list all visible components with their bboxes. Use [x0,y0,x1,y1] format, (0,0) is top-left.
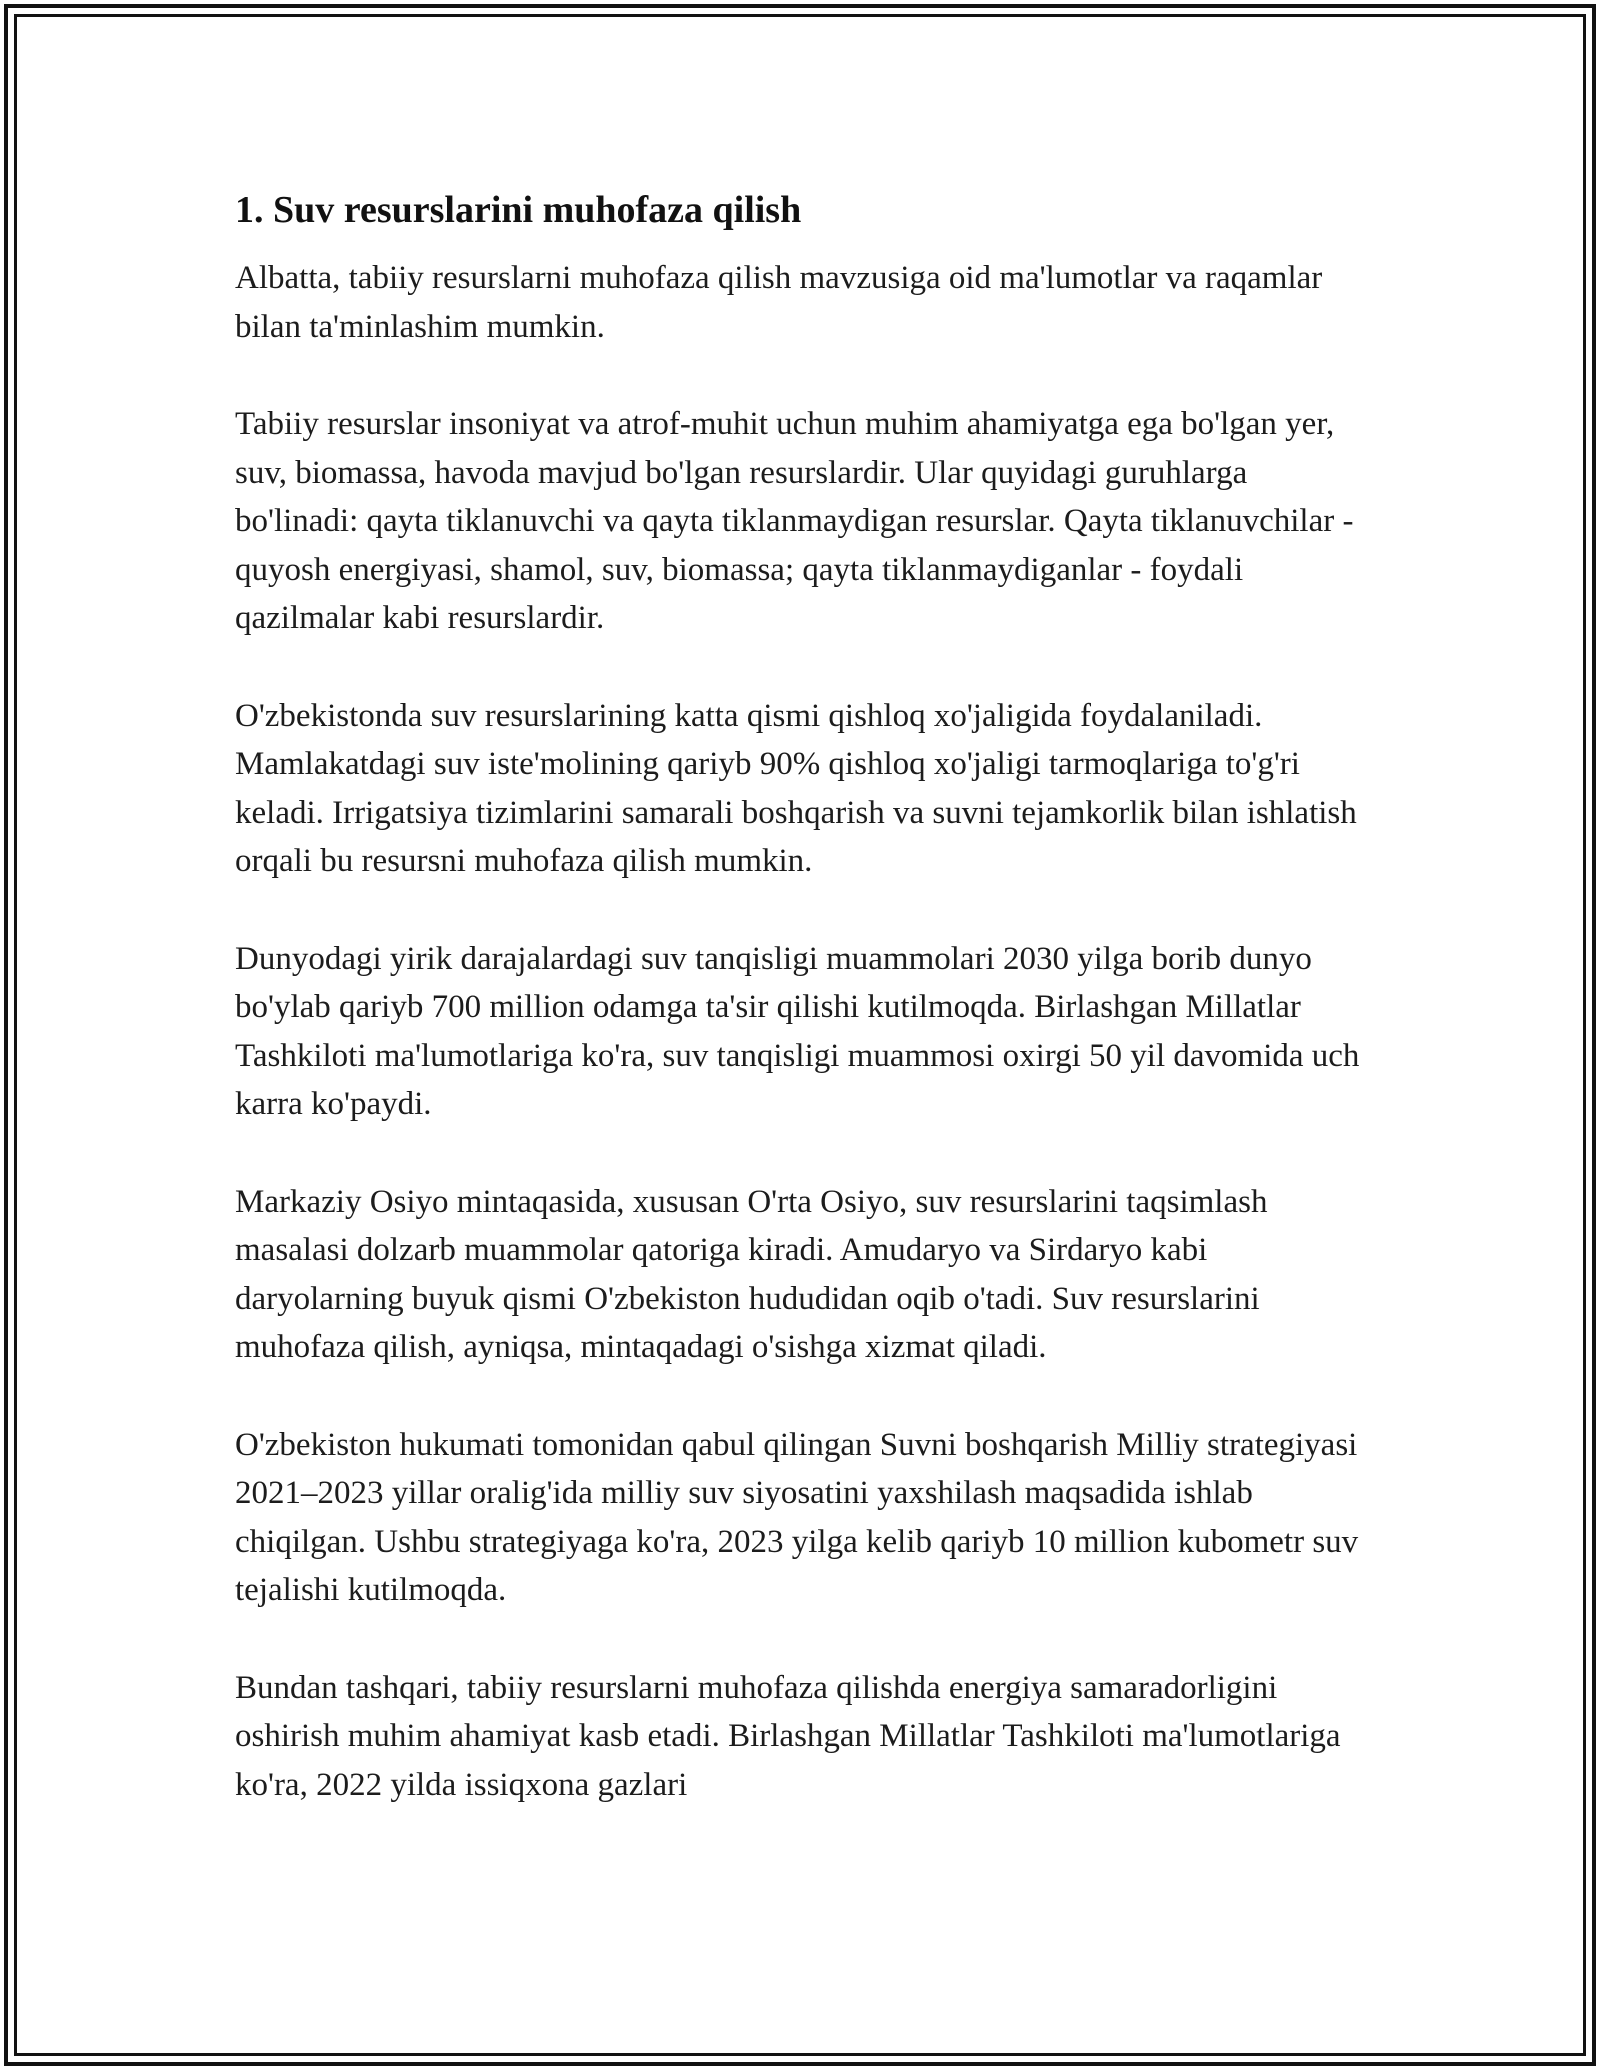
paragraph-natural-resources: Tabiiy resurslar insoniyat va atrof-muhit uchun muhim ahamiyatga ega bo'lgan yer, suv, biomassa, havoda mavjud bo'lgan resurslardir. Ular quyidagi guruhlarga bo'linadi: qayta tiklanuvchi va qayta tiklanmaydigan resurslar. Qayta tiklanuvchilar - quyosh energiyasi, shamol, suv, biomassa; qayta tiklanmaydiganlar - foydali qazilmalar kabi resurslardir. [235,406,1354,636]
paragraph-uzbekistan-water-use: O'zbekistonda suv resurslarining katta qismi qishloq xo'jaligida foydalaniladi. Mamlakatdagi suv iste'molining qariyb 90% qishloq xo'jaligi tarmoqlariga to'g'ri keladi. Irrigatsiya tizimlarini samarali boshqarish va suvni tejamkorlik bilan ishlatish orqali bu resursni muhofaza qilish mumkin. [235,697,1357,879]
paragraph-national-strategy: O'zbekiston hukumati tomonidan qabul qilingan Suvni boshqarish Milliy strategiyasi 2021–2023 yillar oralig'ida milliy suv siyosatini yaxshilash maqsadida ishlab chiqilgan. Ushbu strategiyaga ko'ra, 2023 yilga kelib qariyb 10 million kubometr suv tejalishi kutilmoqda. [235,1426,1359,1608]
section-heading: 1. Suv resurslarini muhofaza qilish [235,189,802,231]
paragraph-intro: Albatta, tabiiy resurslarni muhofaza qilish mavzusiga oid ma'lumotlar va raqamlar bilan ta'minlashim mumkin. [235,260,1323,345]
paragraph-central-asia: Markaziy Osiyo mintaqasida, xususan O'rta Osiyo, suv resurslarini taqsimlash masalasi dolzarb muammolar qatoriga kiradi. Amudaryo va Sirdaryo kabi daryolarning buyuk qismi O'zbekiston hududidan oqib o'tadi. Suv resurslarini muhofaza qilish, ayniqsa, mintaqadagi o'sishga xizmat qiladi. [235,1183,1268,1365]
paragraph-energy-efficiency: Bundan tashqari, tabiiy resurslarni muhofaza qilishda energiya samaradorligini oshirish muhim ahamiyat kasb etadi. Birlashgan Millatlar Tashkiloti ma'lumotlariga ko'ra, 2022 yilda issiqxona gazlari [235,1669,1341,1803]
document-body [235,186,1375,1858]
paragraph-global-water-scarcity: Dunyodagi yirik darajalardagi suv tanqisligi muammolari 2030 yilga borib dunyo bo'ylab qariyb 700 million odamga ta'sir qilishi kutilmoqda. Birlashgan Millatlar Tashkiloti ma'lumotlariga ko'ra, suv tanqisligi muammosi oxirgi 50 yil davomida uch karra ko'paydi. [235,940,1360,1122]
